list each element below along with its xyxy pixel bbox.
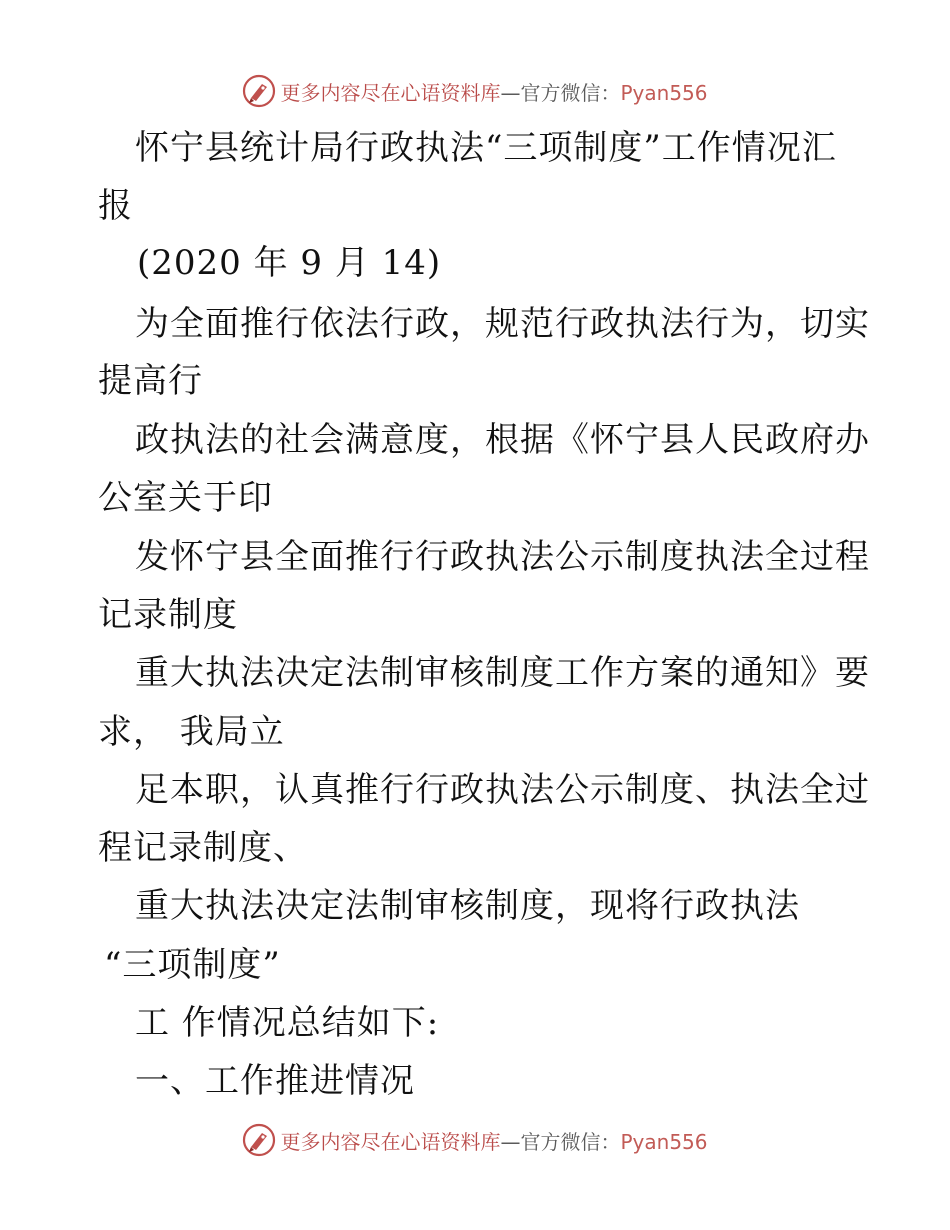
- doc-paragraph-line: 记录制度: [98, 595, 238, 635]
- doc-paragraph-line: “三项制度”: [104, 945, 281, 985]
- doc-paragraph-line: 为全面推行依法行政，规范行政执法行为，切实: [135, 304, 870, 344]
- doc-paragraph-line: 提高行: [98, 361, 203, 401]
- doc-section-heading: 一、工作推进情况: [135, 1061, 415, 1101]
- doc-paragraph-line: 重大执法决定法制审核制度工作方案的通知》要: [135, 653, 870, 693]
- doc-paragraph-line: 发怀宁县全面推行行政执法公示制度执法全过程: [135, 537, 870, 577]
- watermark-main-text: 更多内容尽在心语资料库: [280, 80, 501, 105]
- footer-watermark-banner: [0, 1120, 950, 1160]
- pen-nib-logo-icon: [242, 1123, 276, 1157]
- doc-title-line-2: 报: [98, 186, 133, 226]
- doc-paragraph-line: 足本职，认真推行行政执法公示制度、执法全过: [135, 770, 870, 810]
- watermark-sub-text: —官方微信：: [500, 1129, 621, 1154]
- doc-paragraph-line: 工 作情况总结如下:: [135, 1003, 440, 1043]
- watermark-wechat-id: Pyan556: [620, 80, 708, 105]
- doc-paragraph-line: 重大执法决定法制审核制度，现将行政执法: [135, 886, 800, 926]
- doc-title-line-1: 怀宁县统计局行政执法“三项制度”工作情况汇: [135, 128, 837, 168]
- watermark-main-text: 更多内容尽在心语资料库: [280, 1129, 501, 1154]
- watermark-sub-text: —官方微信：: [500, 80, 621, 105]
- doc-paragraph-line: 程记录制度、: [98, 828, 308, 868]
- doc-paragraph-line: 公室关于印: [98, 478, 273, 518]
- doc-date: (2020 年 9 月 14): [137, 243, 442, 283]
- doc-paragraph-line: 求， 我局立: [98, 712, 285, 752]
- doc-paragraph-line: 政执法的社会满意度，根据《怀宁县人民政府办: [135, 420, 870, 460]
- watermark-wechat-id: Pyan556: [620, 1129, 708, 1154]
- watermark-text: [280, 1126, 707, 1155]
